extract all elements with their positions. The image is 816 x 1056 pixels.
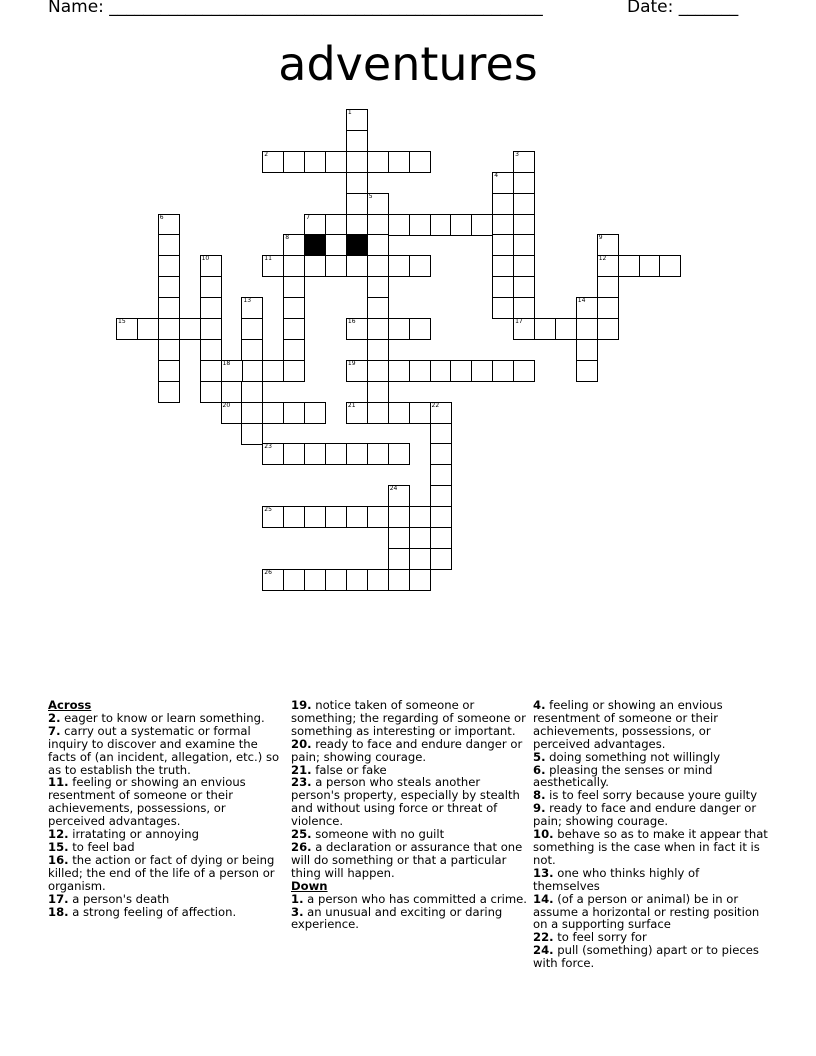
grid-cell[interactable]: [430, 548, 452, 570]
grid-cell[interactable]: [221, 402, 243, 424]
clue-item: [291, 738, 527, 764]
clue-text: ready to face and endure danger or pain; showing courage.: [291, 736, 523, 764]
grid-cell[interactable]: [430, 360, 452, 382]
clue-text: one who thinks highly of themselves: [533, 865, 700, 893]
grid-cell[interactable]: [597, 318, 619, 340]
clue-item: [533, 764, 769, 790]
puzzle-title: adventures: [278, 37, 538, 91]
grid-cell[interactable]: [492, 214, 514, 236]
grid-cell[interactable]: [283, 255, 305, 277]
grid-cell[interactable]: [492, 234, 514, 256]
grid-cell[interactable]: [471, 214, 493, 236]
clue-number: 19: [347, 359, 356, 367]
grid-cell[interactable]: [346, 506, 368, 528]
grid-cell[interactable]: [158, 255, 180, 277]
grid-cell[interactable]: [409, 255, 431, 277]
grid-cell[interactable]: [283, 276, 305, 298]
grid-cell[interactable]: [241, 297, 263, 319]
grid-cell[interactable]: [388, 151, 410, 173]
clue-number-label: 10.: [533, 827, 554, 842]
grid-cell[interactable]: [346, 130, 368, 152]
grid-cell[interactable]: [555, 318, 577, 340]
grid-cell[interactable]: [409, 151, 431, 173]
grid-cell[interactable]: [513, 234, 535, 256]
clue-text: a person's death: [68, 891, 170, 906]
grid-cell[interactable]: [158, 276, 180, 298]
clue-number: 18: [222, 359, 231, 367]
grid-cell[interactable]: [241, 360, 263, 382]
clue-section-heading: Down: [291, 878, 328, 893]
grid-cell[interactable]: [221, 360, 243, 382]
grid-cell[interactable]: [430, 485, 452, 507]
clue-text: eager to know or learn something.: [60, 710, 265, 725]
clue-text: doing something not willingly: [545, 749, 721, 764]
clue-item: [291, 906, 527, 932]
grid-cell[interactable]: [200, 276, 222, 298]
grid-cell[interactable]: [430, 464, 452, 486]
clue-number-label: 7.: [48, 723, 61, 738]
grid-cell[interactable]: [430, 527, 452, 549]
clue-number-label: 23.: [291, 775, 312, 790]
clue-item: [291, 699, 527, 738]
clue-number: 23: [264, 443, 272, 451]
clue-text: (of a person or animal) be in or assume a horizontal or resting position on a supporting surface: [533, 891, 760, 932]
grid-cell[interactable]: [262, 506, 284, 528]
grid-cell[interactable]: [513, 360, 535, 382]
clues-column-3: [533, 699, 769, 970]
clue-number-label: 22.: [533, 930, 554, 945]
grid-cell[interactable]: [388, 402, 410, 424]
clue-number: 9: [598, 234, 603, 242]
clue-text: notice taken of someone or something; the regarding of someone or something as interesting or important.: [291, 698, 526, 738]
grid-cell[interactable]: [346, 172, 368, 194]
grid-cell[interactable]: [409, 548, 431, 570]
grid-cell[interactable]: [304, 506, 326, 528]
clue-number-label: 2.: [48, 710, 61, 725]
clue-text: feeling or showing an envious resentment of someone or their achievements, possessions, or perceived advantages.: [533, 698, 723, 751]
clue-number-label: 16.: [48, 852, 69, 867]
clue-number-label: 13.: [533, 865, 554, 880]
clue-number-label: 17.: [48, 891, 69, 906]
grid-cell[interactable]: [388, 318, 410, 340]
grid-cell[interactable]: [576, 360, 598, 382]
grid-cell[interactable]: [283, 402, 305, 424]
grid-cell[interactable]: [534, 318, 556, 340]
clue-text: to feel bad: [68, 839, 135, 854]
grid-cell[interactable]: [116, 318, 138, 340]
grid-cell[interactable]: [158, 318, 180, 340]
grid-cell[interactable]: [576, 297, 598, 319]
grid-cell[interactable]: [283, 569, 305, 591]
grid-cell[interactable]: [346, 569, 368, 591]
grid-cell[interactable]: [241, 381, 263, 403]
grid-cell[interactable]: [346, 443, 368, 465]
grid-cell[interactable]: [576, 339, 598, 361]
grid-cell[interactable]: [597, 234, 619, 256]
grid-cell[interactable]: [325, 255, 347, 277]
grid-cell[interactable]: [367, 234, 389, 256]
clue-item: [533, 893, 769, 932]
grid-cell[interactable]: [179, 318, 201, 340]
grid-cell[interactable]: [430, 443, 452, 465]
grid-cell[interactable]: [262, 255, 284, 277]
grid-cell[interactable]: [513, 297, 535, 319]
clue-number: 21: [347, 401, 356, 409]
grid-cell[interactable]: [346, 109, 368, 131]
clue-number: 15: [118, 318, 126, 325]
grid-cell[interactable]: [241, 423, 263, 445]
grid-cell[interactable]: [492, 193, 514, 215]
grid-cell[interactable]: [304, 151, 326, 173]
clue-text: a declaration or assurance that one will do something or that a particular thing will happen.: [291, 839, 523, 880]
grid-cell[interactable]: [200, 360, 222, 382]
grid-cell[interactable]: [409, 506, 431, 528]
clue-text: false or fake: [311, 762, 387, 777]
clue-number: 24: [389, 485, 398, 493]
grid-cell[interactable]: [597, 297, 619, 319]
clues-column-2: [291, 699, 527, 931]
grid-cell[interactable]: [325, 569, 347, 591]
grid-cell[interactable]: [409, 318, 431, 340]
grid-cell[interactable]: [304, 569, 326, 591]
clue-number: 26: [264, 568, 272, 576]
clue-item: [48, 725, 284, 777]
grid-cell[interactable]: [367, 381, 389, 403]
grid-cell[interactable]: [492, 360, 514, 382]
grid-cell[interactable]: [283, 151, 305, 173]
grid-cell[interactable]: [346, 214, 368, 236]
grid-cell[interactable]: [618, 255, 640, 277]
grid-cell[interactable]: [409, 214, 431, 236]
grid-cell[interactable]: [262, 402, 284, 424]
clue-item: [48, 854, 284, 893]
grid-cell[interactable]: [367, 569, 389, 591]
grid-cell[interactable]: [158, 297, 180, 319]
grid-cell[interactable]: [513, 214, 535, 236]
grid-cell[interactable]: [639, 255, 661, 277]
grid-cell[interactable]: [283, 297, 305, 319]
grid-cell[interactable]: [158, 381, 180, 403]
clue-item: [533, 944, 769, 970]
grid-cell[interactable]: [200, 339, 222, 361]
grid-cell[interactable]: [346, 151, 368, 173]
clue-text: is to feel sorry because youre guilty: [545, 788, 758, 803]
grid-cell[interactable]: [304, 443, 326, 465]
grid-cell[interactable]: [492, 276, 514, 298]
grid-cell[interactable]: [158, 360, 180, 382]
clue-text: pull (something) apart or to pieces with force.: [533, 943, 759, 971]
grid-cell[interactable]: [388, 255, 410, 277]
grid-cell[interactable]: [158, 234, 180, 256]
grid-cell[interactable]: [304, 214, 326, 236]
grid-cell[interactable]: [262, 151, 284, 173]
grid-cell[interactable]: [409, 569, 431, 591]
clue-number-label: 5.: [533, 749, 546, 764]
clue-number: 3: [515, 150, 519, 158]
clue-number: 22: [431, 401, 440, 409]
clue-number-label: 24.: [533, 943, 554, 958]
grid-cell[interactable]: [430, 402, 452, 424]
clue-number: 17: [515, 318, 523, 325]
grid-cell[interactable]: [283, 506, 305, 528]
clue-item: [533, 867, 769, 893]
clue-number: 2: [264, 150, 269, 158]
clue-number-label: 15.: [48, 839, 69, 854]
grid-cell[interactable]: [409, 402, 431, 424]
grid-cell[interactable]: [200, 381, 222, 403]
grid-cell[interactable]: [304, 402, 326, 424]
grid-cell[interactable]: [158, 339, 180, 361]
grid-cell[interactable]: [513, 276, 535, 298]
clue-text: someone with no guilt: [311, 827, 445, 842]
grid-cell[interactable]: [492, 172, 514, 194]
grid-cell[interactable]: [367, 255, 389, 277]
grid-cell[interactable]: [200, 255, 222, 277]
grid-cell[interactable]: [367, 360, 389, 382]
date-label[interactable]: Date: _______: [627, 0, 739, 17]
grid-cell[interactable]: [513, 151, 535, 173]
clue-number-label: 21.: [291, 762, 312, 777]
clue-number: 10: [201, 255, 210, 263]
grid-cell[interactable]: [430, 214, 452, 236]
grid-cell[interactable]: [367, 339, 389, 361]
clue-text: the action or fact of dying or being killed; the end of the life of a person or organism.: [48, 852, 275, 893]
grid-cell[interactable]: [325, 214, 347, 236]
grid-cell[interactable]: [597, 255, 619, 277]
clue-number-label: 25.: [291, 827, 312, 842]
grid-cell[interactable]: [492, 255, 514, 277]
clue-number: 13: [243, 297, 252, 305]
clue-item: [533, 699, 769, 751]
grid-cell[interactable]: [367, 276, 389, 298]
grid-cell[interactable]: [137, 318, 159, 340]
clue-number-label: 11.: [48, 775, 69, 790]
grid-cell[interactable]: [388, 527, 410, 549]
grid-cell[interactable]: [325, 506, 347, 528]
grid-cell[interactable]: [513, 193, 535, 215]
grid-cell[interactable]: [158, 214, 180, 236]
grid-cell[interactable]: [241, 339, 263, 361]
grid-cell[interactable]: [388, 214, 410, 236]
clue-text: feeling or showing an envious resentment of someone or their achievements, possessions, or perceived advantages.: [48, 775, 246, 829]
grid-cell[interactable]: [367, 402, 389, 424]
clue-item: [291, 776, 527, 828]
grid-cell[interactable]: [409, 360, 431, 382]
clue-number-label: 8.: [533, 788, 546, 803]
clue-number-label: 26.: [291, 839, 312, 854]
grid-cell[interactable]: [241, 402, 263, 424]
grid-cell[interactable]: [450, 214, 472, 236]
grid-cell[interactable]: [262, 443, 284, 465]
grid-cell[interactable]: [367, 297, 389, 319]
clue-number: 6: [159, 213, 164, 221]
clue-number-label: 12.: [48, 827, 69, 842]
grid-cell[interactable]: [283, 443, 305, 465]
clues-column-1: [48, 699, 284, 918]
clue-text: pleasing the senses or mind aesthetically.: [533, 762, 713, 790]
grid-cell[interactable]: [576, 318, 598, 340]
clue-number: 14: [577, 297, 586, 305]
grid-cell[interactable]: [367, 318, 389, 340]
grid-cell[interactable]: [430, 423, 452, 445]
grid-cell[interactable]: [346, 318, 368, 340]
clue-number: 16: [347, 318, 356, 325]
grid-cell[interactable]: [388, 360, 410, 382]
clue-text: ready to face and endure danger or pain; showing courage.: [533, 801, 757, 829]
grid-cell[interactable]: [367, 193, 389, 215]
clue-number-label: 9.: [533, 801, 546, 816]
grid-cell[interactable]: [325, 151, 347, 173]
clue-text: to feel sorry for: [553, 930, 647, 945]
clue-number: 1: [347, 109, 352, 116]
clue-text: a person who has committed a crime.: [303, 891, 527, 906]
clue-number-label: 18.: [48, 904, 69, 919]
grid-cell[interactable]: [659, 255, 681, 277]
clue-number: 4: [494, 171, 499, 179]
clue-text: behave so as to make it appear that something is the case when in fact it is not.: [533, 827, 768, 867]
grid-cell[interactable]: [346, 360, 368, 382]
grid-cell[interactable]: [430, 506, 452, 528]
grid-cell[interactable]: [492, 297, 514, 319]
grid-cell[interactable]: [325, 234, 347, 256]
grid-cell[interactable]: [513, 172, 535, 194]
clue-number: 8: [285, 234, 290, 242]
grid-cell[interactable]: [200, 297, 222, 319]
grid-cell[interactable]: [346, 193, 368, 215]
clue-item: [533, 828, 769, 867]
grid-cell[interactable]: [283, 360, 305, 382]
clue-number: 11: [264, 255, 272, 263]
grid-cell[interactable]: [471, 360, 493, 382]
clue-section-heading: Across: [48, 698, 92, 712]
grid-cell[interactable]: [241, 318, 263, 340]
grid-cell[interactable]: [388, 506, 410, 528]
grid-cell[interactable]: [450, 360, 472, 382]
clue-text: a strong feeling of affection.: [68, 904, 237, 919]
clue-number: 25: [264, 506, 272, 514]
clue-number: 7: [306, 213, 310, 221]
grid-cell[interactable]: [283, 318, 305, 340]
grid-cell[interactable]: [346, 402, 368, 424]
clue-number-label: 1.: [291, 891, 304, 906]
clue-number: 12: [598, 255, 607, 263]
grid-cell[interactable]: [597, 276, 619, 298]
grid-cell[interactable]: [283, 234, 305, 256]
clue-text: an unusual and exciting or daring experience.: [291, 904, 503, 932]
clue-number-label: 6.: [533, 762, 546, 777]
grid-cell[interactable]: [367, 506, 389, 528]
clue-item: [533, 802, 769, 828]
clue-item: [291, 841, 527, 880]
grid-cell[interactable]: [304, 255, 326, 277]
grid-cell[interactable]: [388, 485, 410, 507]
blocked-cell: [304, 234, 326, 256]
grid-cell[interactable]: [513, 255, 535, 277]
grid-cell[interactable]: [262, 360, 284, 382]
clue-number-label: 20.: [291, 736, 312, 751]
grid-cell[interactable]: [388, 443, 410, 465]
grid-cell[interactable]: [325, 443, 347, 465]
clue-text: irratating or annoying: [68, 827, 199, 842]
clue-text: a person who steals another person's property, especially by stealth and without using force or threat of violence.: [291, 775, 520, 829]
blocked-cell: [346, 234, 368, 256]
grid-cell[interactable]: [200, 318, 222, 340]
clue-number: 5: [368, 192, 373, 200]
clue-number: 20: [222, 401, 231, 409]
grid-cell[interactable]: [367, 214, 389, 236]
clue-item: [48, 906, 284, 919]
grid-cell[interactable]: [388, 548, 410, 570]
grid-cell[interactable]: [367, 151, 389, 173]
clue-text: carry out a systematic or formal inquiry to discover and examine the facts of (an incident, allegation, etc.) so as to establish the truth.: [48, 723, 280, 777]
clue-number-label: 4.: [533, 698, 546, 712]
grid-cell[interactable]: [262, 569, 284, 591]
grid-cell[interactable]: [388, 569, 410, 591]
clue-number-label: 3.: [291, 904, 304, 919]
clue-number-label: 14.: [533, 891, 554, 906]
grid-cell[interactable]: [513, 318, 535, 340]
grid-cell[interactable]: [283, 339, 305, 361]
name-label[interactable]: Name: ___________________________________________________: [48, 0, 543, 17]
grid-cell[interactable]: [346, 255, 368, 277]
clue-item: [48, 776, 284, 828]
clue-number-label: 19.: [291, 698, 312, 712]
grid-cell[interactable]: [367, 443, 389, 465]
